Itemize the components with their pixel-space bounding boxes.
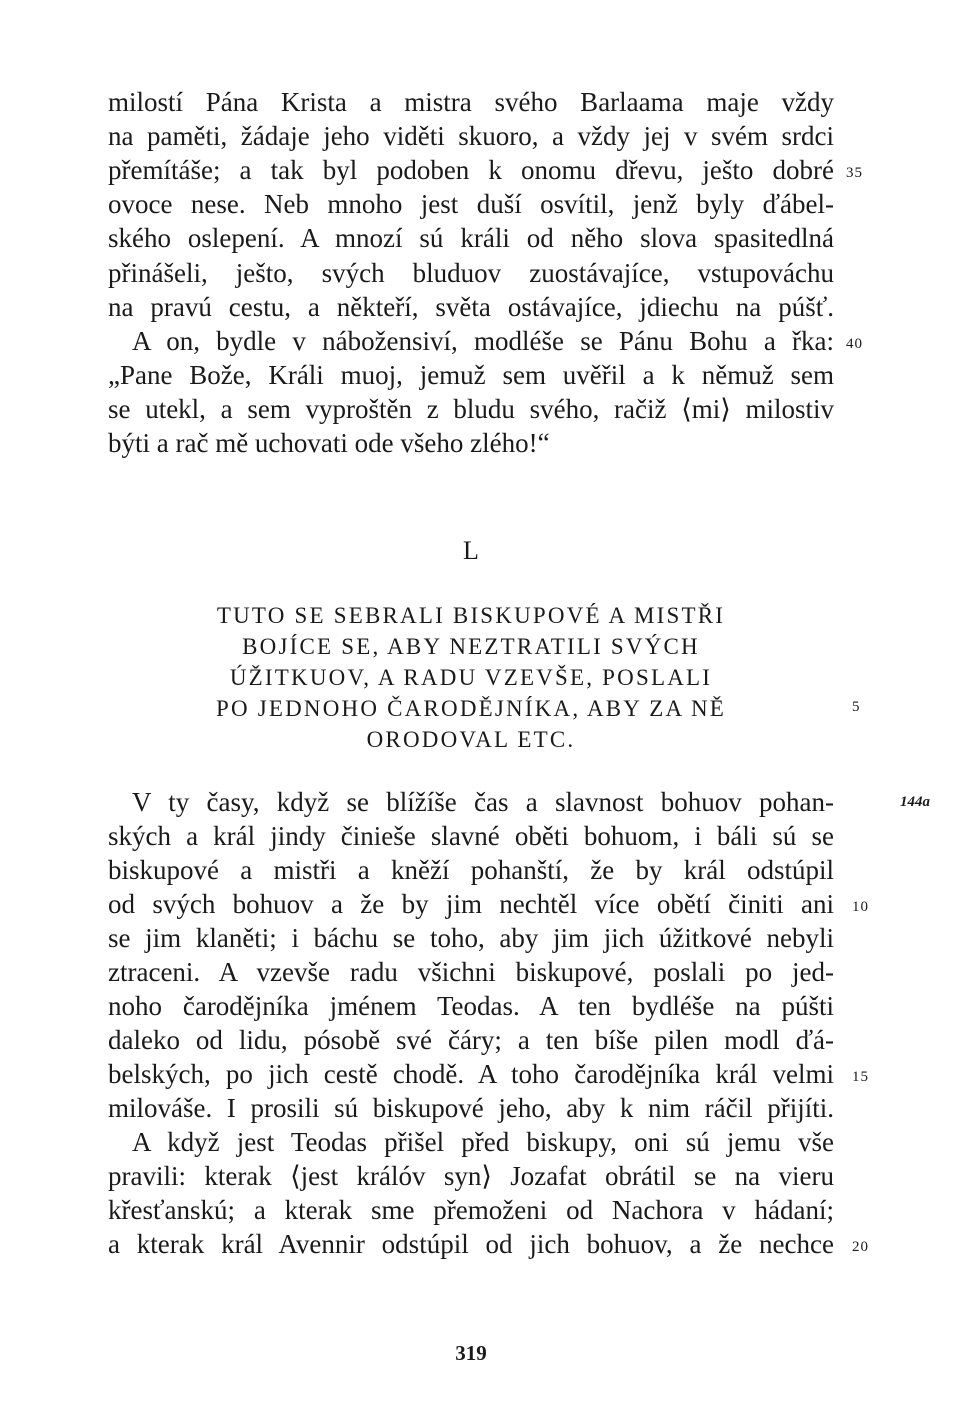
- text-line: a kterak král Avennir odstúpil od jich bohuov, a že nechce: [108, 1229, 834, 1259]
- text-line: biskupové a mistři a kněží pohanští, že by král odstúpil: [108, 855, 834, 885]
- folio-note: 144a: [900, 794, 930, 810]
- text-line: V ty časy, když se blížíše čas a slavnost bohuov pohan-: [132, 787, 834, 817]
- chapter-heading-line: ORODOVAL ETC.: [366, 727, 576, 752]
- text-line: od svých bohuov a že by jim nechtěl více obětí činiti ani: [108, 889, 834, 919]
- text-line: se utekl, a sem vyproštěn z bludu svého, račiž ⟨mi⟩ milostiv: [108, 394, 834, 424]
- text-line: milostí Pána Krista a mistra svého Barlaama maje vždy: [108, 87, 834, 117]
- chapter-numeral: L: [463, 536, 479, 565]
- text-line: býti a rač mě uchovati ode všeho zlého!“: [108, 428, 550, 458]
- text-line: milováše. I prosili sú biskupové jeho, aby k nim ráčil přijíti.: [108, 1093, 834, 1123]
- text-line: belských, po jich cestě chodě. A toho čarodějníka král velmi: [108, 1059, 834, 1089]
- page-number: 319: [455, 1341, 487, 1365]
- text-line: ských a král jindy činieše slavné oběti bohuom, i báli sú se: [108, 821, 834, 851]
- line-number: 20: [852, 1239, 869, 1255]
- text-line: noho čarodějníka jménem Teodas. A ten bydléše na púšti: [108, 991, 834, 1021]
- text-line: se jim klaněti; i báchu se toho, aby jim jich úžitkové nebyli: [108, 923, 834, 953]
- text-line: ského oslepení. A mnozí sú králi od něho slova spasitedlná: [108, 223, 834, 253]
- text-line: A když jest Teodas přišel před biskupy, oni sú jemu vše: [132, 1127, 834, 1157]
- text-line: na pravú cestu, a někteří, světa ostávajíce, jdiechu na púšť.: [108, 292, 834, 322]
- text-line: přinášeli, ješto, svých bluduov zuostávajíce, vstupováchu: [108, 258, 834, 288]
- line-number: 10: [852, 899, 869, 915]
- text-line: ztraceni. A vzevše radu všichni biskupové, poslali po jed-: [108, 957, 834, 987]
- chapter-heading-line: PO JEDNOHO ČARODĚJNÍKA, ABY ZA NĚ: [215, 696, 727, 721]
- line-number: 5: [852, 699, 861, 715]
- text-line: přemítáše; a tak byl podoben k onomu dřevu, ješto dobré: [108, 155, 834, 185]
- text-line: na paměti, žádaje jeho viděti skuoro, a vždy jej v svém srdci: [108, 121, 834, 151]
- line-number: 35: [846, 165, 863, 181]
- text-line: pravili: kterak ⟨jest králóv syn⟩ Jozafat obrátil se na vieru: [108, 1161, 834, 1191]
- text-line: A on, bydle v nábožensiví, modléše se Pánu Bohu a řka:: [132, 326, 834, 356]
- line-number: 15: [852, 1069, 869, 1085]
- chapter-heading-line: ÚŽITKUOV, A RADU VZEVŠE, POSLALI: [229, 665, 713, 690]
- text-line: „Pane Bože, Králi muoj, jemuž sem uvěřil a k němuž sem: [108, 360, 834, 390]
- line-number: 40: [846, 336, 863, 352]
- chapter-heading-line: BOJÍCE SE, ABY NEZTRATILI SVÝCH: [242, 634, 700, 659]
- text-line: křesťanskú; a kterak sme přemoženi od Nachora v hádaní;: [108, 1195, 834, 1225]
- chapter-heading-line: TUTO SE SEBRALI BISKUPOVÉ A MISTŘI: [216, 603, 726, 628]
- text-line: ovoce nese. Neb mnoho jest duší osvítil, jenž byly ďábel-: [108, 189, 834, 219]
- text-line: daleko od lidu, pósobě své čáry; a ten bíše pilen modl ďá-: [108, 1025, 834, 1055]
